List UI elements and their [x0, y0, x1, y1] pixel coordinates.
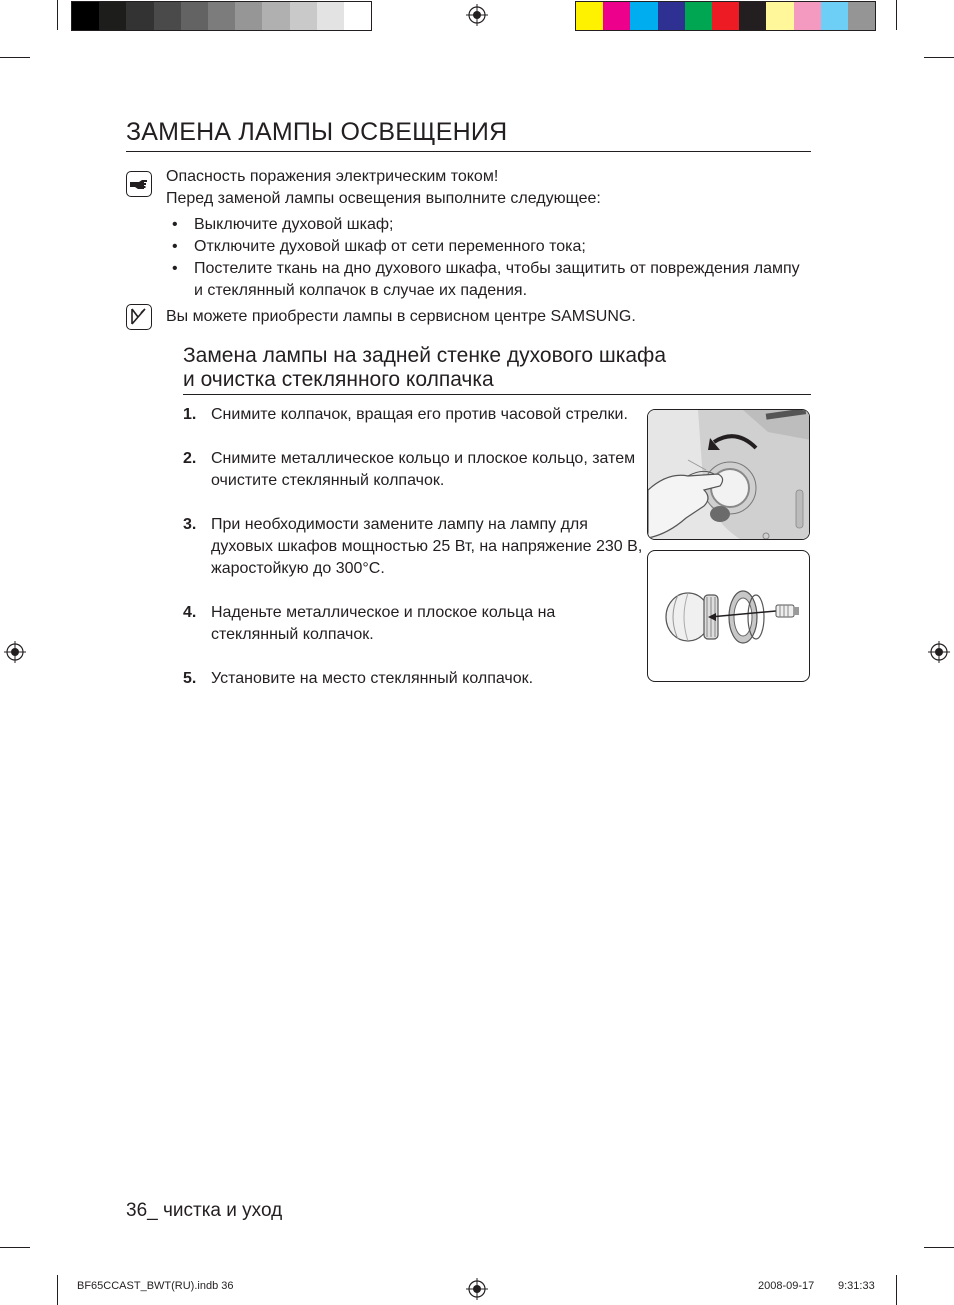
steps-list: [183, 404, 643, 712]
figure-remove-cap: [647, 409, 810, 540]
section-title-line2: и очистка стеклянного колпачка: [183, 368, 494, 391]
crop-mark: [924, 1247, 954, 1248]
color-bar: [575, 1, 876, 31]
registration-mark-icon: [466, 4, 488, 26]
color-swatch: [766, 2, 793, 30]
section-title-line1: Замена лампы на задней стенке духового шкафа: [183, 344, 667, 367]
step-text: Снимите металлическое кольцо и плоское кольцо, затем очистите стеклянный колпачок.: [211, 450, 636, 489]
step-number: 4.: [183, 604, 197, 621]
figure-cap-parts: [647, 550, 810, 682]
color-swatch: [821, 2, 848, 30]
registration-mark-icon: [928, 641, 950, 663]
registration-mark-icon: [4, 641, 26, 663]
step-item: [183, 602, 643, 646]
color-swatch: [794, 2, 821, 30]
crop-mark: [0, 57, 30, 58]
note-pencil-icon: [126, 304, 152, 330]
section-title: [183, 344, 666, 392]
color-swatch: [603, 2, 630, 30]
step-item: [183, 668, 643, 690]
gray-swatch: [126, 2, 153, 30]
gray-swatch: [99, 2, 126, 30]
crop-mark: [57, 0, 58, 30]
color-swatch: [739, 2, 766, 30]
step-number: 3.: [183, 516, 197, 533]
step-text: Снимите колпачок, вращая его против часовой стрелки.: [211, 406, 628, 423]
color-swatch: [576, 2, 603, 30]
warning-list: [170, 214, 810, 302]
color-swatch: [658, 2, 685, 30]
step-item: [183, 514, 643, 580]
slug-time: 9:31:33: [838, 1280, 875, 1292]
section-rule: [183, 394, 811, 395]
gray-swatch: [235, 2, 262, 30]
gray-swatch: [154, 2, 181, 30]
gray-swatch: [262, 2, 289, 30]
crop-mark: [896, 1275, 897, 1305]
color-swatch: [848, 2, 875, 30]
step-number: 1.: [183, 406, 197, 423]
step-item: [183, 404, 643, 426]
lamp-removal-illustration: [648, 410, 810, 540]
note-text: Вы можете приобрести лампы в сервисном центре SAMSUNG.: [166, 308, 636, 325]
crop-mark: [924, 57, 954, 58]
crop-mark: [57, 1275, 58, 1305]
gray-swatch: [208, 2, 235, 30]
step-text: Наденьте металлическое и плоское кольца на стеклянный колпачок.: [211, 604, 556, 643]
registration-mark-icon: [466, 1278, 488, 1300]
crop-mark: [896, 0, 897, 30]
warning-heading: Опасность поражения электрическим током!: [166, 168, 499, 185]
step-number: 5.: [183, 670, 197, 687]
step-text: При необходимости замените лампу на лампу для духовых шкафов мощностью 25 Вт, на напряжение 230 В, жаростойкую до 300°C.: [211, 516, 643, 577]
warning-intro: Перед заменой лампы освещения выполните следующее:: [166, 190, 601, 207]
title-rule: [126, 151, 811, 152]
page-title: ЗАМЕНА ЛАМПЫ ОСВЕЩЕНИЯ: [126, 118, 508, 146]
cap-parts-illustration: [648, 551, 810, 682]
grayscale-bar: [71, 1, 372, 31]
step-text: Установите на место стеклянный колпачок.: [211, 670, 534, 687]
step-item: [183, 448, 643, 492]
crop-mark: [0, 1247, 30, 1248]
gray-swatch: [72, 2, 99, 30]
gray-swatch: [317, 2, 344, 30]
list-item: • Выключите духовой шкаф;: [170, 214, 810, 236]
step-number: 2.: [183, 450, 197, 467]
slug-date: 2008-09-17: [758, 1280, 815, 1292]
slug-file: BF65CCAST_BWT(RU).indb 36: [77, 1280, 234, 1292]
page-number: 36: [126, 1200, 148, 1221]
warning-hand-icon: [126, 171, 152, 197]
footer-section: _ чистка и уход: [147, 1200, 283, 1221]
gray-swatch: [181, 2, 208, 30]
color-swatch: [685, 2, 712, 30]
color-swatch: [630, 2, 657, 30]
color-swatch: [712, 2, 739, 30]
page-footer: [126, 1200, 282, 1222]
list-item: • Постелите ткань на дно духового шкафа, чтобы защитить от повреждения лампу и стеклянный колпачок в случае их падения.: [170, 258, 810, 302]
gray-swatch: [344, 2, 371, 30]
list-item: • Отключите духовой шкаф от сети переменного тока;: [170, 236, 810, 258]
gray-swatch: [290, 2, 317, 30]
